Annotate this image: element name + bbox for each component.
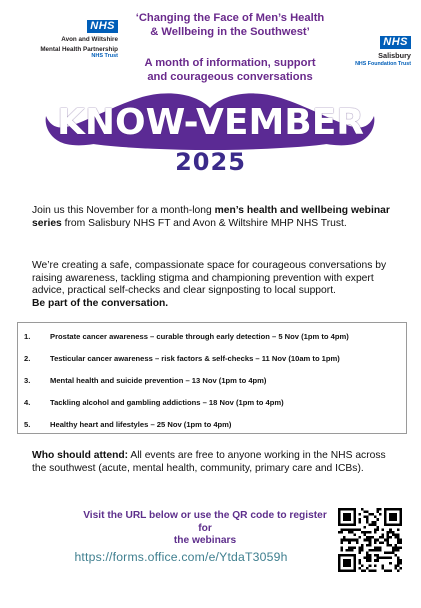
cta-line1: Visit the URL below or use the QR code to register for bbox=[83, 510, 327, 534]
awp-nhs-logo bbox=[14, 16, 118, 60]
event-number: 1. bbox=[24, 332, 31, 341]
intro-text-bold: men’s health and wellbeing webinar series bbox=[32, 205, 390, 229]
intro-paragraph bbox=[32, 205, 392, 230]
event-number: 4. bbox=[24, 398, 31, 407]
intro-text-post: from Salisbury NHS FT and Avon & Wiltshire MHP NHS Trust. bbox=[61, 217, 347, 229]
salisbury-trust-label: NHS Foundation Trust bbox=[355, 60, 411, 67]
salisbury-org-name: Salisbury bbox=[378, 51, 411, 60]
subheadline-line2: and courageous conversations bbox=[147, 70, 313, 83]
headline-line1: ‘Changing the Face of Men’s Health bbox=[135, 12, 325, 24]
qr-code-icon[interactable] bbox=[338, 508, 402, 572]
event-text: Tackling alcohol and gambling addictions – 18 Nov (1pm to 4pm) bbox=[50, 398, 284, 407]
cta-line2: the webinars bbox=[173, 535, 237, 546]
intro-text-pre: Join us this November for a month-long bbox=[32, 205, 215, 216]
nhs-badge-right: NHS bbox=[380, 36, 411, 49]
headline-line2: & Wellbeing in the Southwest’ bbox=[150, 25, 310, 38]
salisbury-nhs-logo bbox=[336, 32, 411, 68]
headline bbox=[120, 12, 340, 39]
awp-trust-label: NHS Trust bbox=[91, 53, 118, 59]
awp-org-line1: Avon and Wiltshire bbox=[61, 36, 118, 43]
subheadline-line1: A month of information, support bbox=[144, 57, 316, 69]
event-text: Mental health and suicide prevention – 13 Nov (1pm to 4pm) bbox=[50, 376, 267, 385]
event-number: 3. bbox=[24, 376, 31, 385]
brand-year: 2025 bbox=[175, 148, 246, 176]
registration-cta bbox=[80, 510, 330, 548]
attend-text: All events are free to anyone working in the NHS across the southwest (acute, mental health, community, primary care and ICBs). bbox=[32, 450, 386, 474]
registration-url-link[interactable]: https://forms.office.com/e/YtdaT3059h bbox=[74, 550, 288, 564]
attend-label: Who should attend: bbox=[32, 450, 129, 461]
event-text: Healthy heart and lifestyles – 25 Nov (1pm to 4pm) bbox=[50, 420, 232, 429]
events-list bbox=[17, 322, 407, 434]
awp-org-line2: Mental Health Partnership bbox=[40, 45, 118, 53]
event-number: 2. bbox=[24, 354, 31, 363]
nhs-badge-left: NHS bbox=[87, 20, 118, 33]
mission-paragraph bbox=[32, 260, 392, 310]
event-text: Testicular cancer awareness – risk factors & self-checks – 11 Nov (10am to 1pm) bbox=[50, 354, 340, 363]
event-text: Prostate cancer awareness – curable through early detection – 5 Nov (1pm to 4pm) bbox=[50, 332, 349, 341]
mission-callout: Be part of the conversation. bbox=[32, 297, 169, 309]
subheadline bbox=[120, 57, 340, 84]
brand-title: KNOW-VEMBER bbox=[56, 102, 365, 143]
event-number: 5. bbox=[24, 420, 31, 429]
attendance-info bbox=[32, 450, 392, 475]
mission-text: We’re creating a safe, compassionate space for courageous conversations by raising awareness, tackling stigma and championing prevention with expert advice, practical self-checks and clear signposting to local support. bbox=[32, 260, 387, 296]
